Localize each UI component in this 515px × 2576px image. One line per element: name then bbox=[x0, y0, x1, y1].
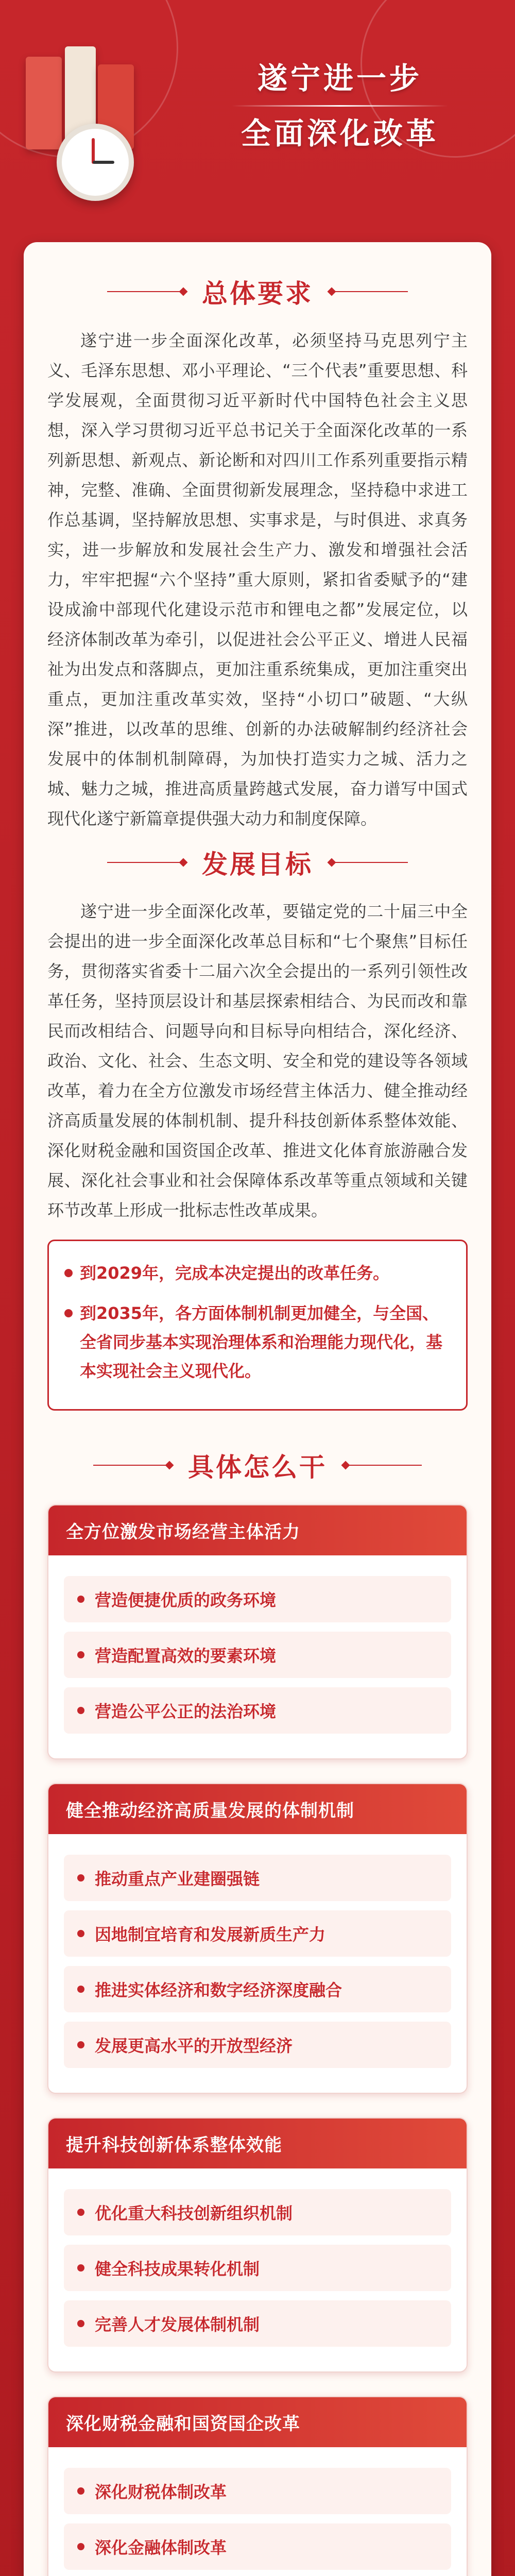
goal-target-item bbox=[64, 1259, 451, 1287]
bullet-icon bbox=[77, 1651, 84, 1658]
bullet-icon bbox=[77, 2543, 84, 2550]
howto-title-text: 具体怎么干 bbox=[188, 1452, 327, 1482]
goal-target-text: 到2035年，各方面体制机制更加健全，与全国、全省同步基本实现治理体系和治理能力现代化，基本实现社会主义现代化。 bbox=[80, 1303, 443, 1381]
list-item-text: 因地制宜培育和发展新质生产力 bbox=[95, 1925, 326, 1944]
overall-paragraph: 遂宁进一步全面深化改革，必须坚持马克思列宁主义、毛泽东思想、邓小平理论、“三个代表”重要思想、科学发展观，全面贯彻习近平新时代中国特色社会主义思想，深入学习贯彻习近平总书记关于全面深化改革的一系列新思想、新观点、新论断和对四川工作系列重要指示精神，完整、准确、全面贯彻新发展理念，坚持稳中求进工作总基调，坚持解放思想、实事求是，与时俱进、求真务实，进一步解放和发展社会生产力、激发和增强社会活力，牢牢把握“六个坚持”重大原则，紧扣省委赋予的“建设成渝中部现代化建设示范市和锂电之都”发展定位，以经济体制改革为牵引，以促进社会公平正义、增进人民福祉为出发点和落脚点，更加注重系统集成，更加注重突出重点，更加注重改革实效，坚持“小切口”破题、“大纵深”推进，以改革的思维、创新的办法破解制约经济社会发展中的体制机制障碍，为加快打造实力之城、活力之城、魅力之城，推进高质量跨越式发展，奋力谱写中国式现代化遂宁新篇章提供强大动力和制度保障。 bbox=[47, 331, 468, 828]
bullet-icon bbox=[77, 1986, 84, 1993]
list-item bbox=[64, 1632, 451, 1678]
title-line-decor bbox=[331, 291, 408, 292]
bullet-icon bbox=[77, 2320, 84, 2327]
title-line-decor bbox=[331, 862, 408, 863]
howto-block-economy bbox=[47, 1783, 468, 2094]
list-item bbox=[64, 2022, 451, 2068]
goals-paragraph: 遂宁进一步全面深化改革，要锚定党的二十届三中全会提出的进一步全面深化改革总目标和“七个聚焦”目标任务，贯彻落实省委十二届六次全会提出的一系列引领性改革任务，坚持顶层设计和基层探索相结合、为民而改和靠民而改相结合、问题导向和目标导向相结合，深化经济、政治、文化、社会、生态文明、安全和党的建设等各领域改革，着力在全方位激发市场经营主体活力、健全推动经济高质量发展的体制机制、提升科技创新体系整体效能、深化财税金融和国资国企改革、推进文化体育旅游融合发展、深化社会事业和社会保障体系改革等重点领域和关键环节改革上形成一批标志性改革成果。 bbox=[47, 902, 468, 1220]
content-card bbox=[24, 242, 491, 2576]
howto-section-title bbox=[47, 1447, 468, 1484]
list-item bbox=[64, 1687, 451, 1734]
block-heading: 全方位激发市场经营主体活力 bbox=[48, 1505, 467, 1555]
title-line-1: 遂宁进一步 bbox=[257, 61, 422, 96]
list-item-text: 完善人才发展体制机制 bbox=[95, 2315, 260, 2334]
list-item-text: 营造便捷优质的政务环境 bbox=[95, 1590, 277, 1610]
list-item bbox=[64, 1910, 451, 1957]
howto-block-finance bbox=[47, 2396, 468, 2576]
goal-targets-box bbox=[47, 1240, 468, 1411]
list-item bbox=[64, 1576, 451, 1622]
books-clock-illustration bbox=[15, 36, 160, 191]
bullet-icon bbox=[77, 2209, 84, 2216]
list-item-text: 推动重点产业建圈强链 bbox=[95, 1869, 260, 1889]
list-item-text: 优化重大科技创新组织机制 bbox=[95, 2204, 293, 2223]
header-banner bbox=[0, 0, 515, 242]
bullet-icon bbox=[77, 2264, 84, 2272]
title-line-decor bbox=[345, 1465, 422, 1466]
clock-icon bbox=[57, 124, 134, 201]
goal-target-text: 到2029年，完成本决定提出的改革任务。 bbox=[80, 1263, 390, 1283]
block-body bbox=[48, 2168, 467, 2371]
block-heading: 提升科技创新体系整体效能 bbox=[48, 2119, 467, 2168]
list-item bbox=[64, 2189, 451, 2235]
block-body bbox=[48, 2447, 467, 2576]
howto-block-market bbox=[47, 1504, 468, 1759]
list-item-text: 营造配置高效的要素环境 bbox=[95, 1646, 277, 1666]
bullet-icon bbox=[77, 1707, 84, 1714]
title-line-2: 全面深化改革 bbox=[241, 116, 439, 151]
block-body bbox=[48, 1555, 467, 1758]
bullet-icon bbox=[77, 2041, 84, 2048]
list-item-text: 深化金融体制改革 bbox=[95, 2538, 227, 2557]
goals-title-text: 发展目标 bbox=[202, 849, 313, 879]
block-heading: 深化财税金融和国资国企改革 bbox=[48, 2397, 467, 2447]
howto-block-tech bbox=[47, 2117, 468, 2372]
bullet-icon bbox=[77, 1596, 84, 1603]
bullet-icon bbox=[64, 1309, 73, 1317]
page-title bbox=[196, 57, 484, 155]
overall-section-title bbox=[47, 273, 468, 310]
bullet-icon bbox=[64, 1269, 73, 1277]
block-heading: 健全推动经济高质量发展的体制机制 bbox=[48, 1784, 467, 1834]
bullet-icon bbox=[77, 2487, 84, 2495]
title-line-decor bbox=[107, 291, 184, 292]
list-item bbox=[64, 1966, 451, 2012]
title-line-decor bbox=[93, 1465, 170, 1466]
block-body bbox=[48, 1834, 467, 2093]
list-item bbox=[64, 1855, 451, 1901]
list-item-text: 营造公平公正的法治环境 bbox=[95, 1702, 277, 1721]
bullet-icon bbox=[77, 1874, 84, 1882]
overall-title-text: 总体要求 bbox=[202, 278, 313, 309]
book-icon bbox=[26, 57, 62, 149]
list-item bbox=[64, 2245, 451, 2291]
list-item-text: 发展更高水平的开放型经济 bbox=[95, 2036, 293, 2056]
list-item-text: 深化财税体制改革 bbox=[95, 2482, 227, 2502]
bullet-icon bbox=[77, 1930, 84, 1937]
goals-section-title bbox=[47, 844, 468, 881]
list-item bbox=[64, 2523, 451, 2570]
goal-target-item bbox=[64, 1299, 451, 1385]
title-line-decor bbox=[107, 862, 184, 863]
list-item bbox=[64, 2300, 451, 2347]
list-item bbox=[64, 2468, 451, 2514]
list-item-text: 推进实体经济和数字经济深度融合 bbox=[95, 1980, 342, 2000]
list-item-text: 健全科技成果转化机制 bbox=[95, 2259, 260, 2279]
title-divider bbox=[232, 105, 448, 107]
